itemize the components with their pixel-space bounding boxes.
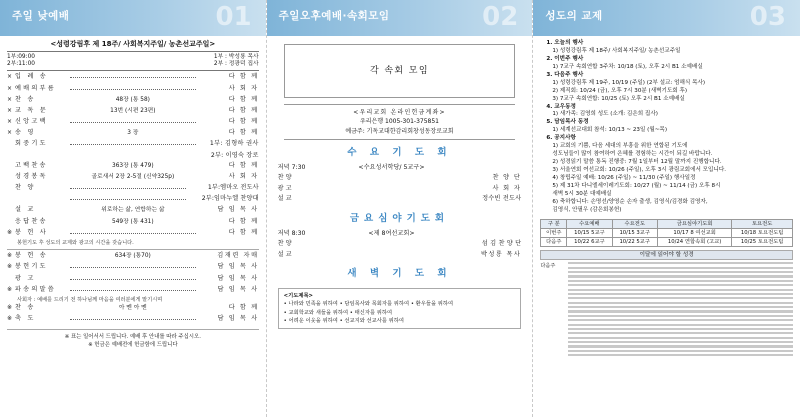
announcement-item: 김영식, 안필우 (감은회봉헌) bbox=[552, 206, 622, 213]
order-leader: 다 함 께 bbox=[228, 73, 259, 81]
duty-header: 금요심야기도회 bbox=[657, 219, 732, 228]
meeting-box bbox=[284, 44, 516, 98]
order-detail: 549장 (통 431) bbox=[112, 218, 154, 225]
order-detail: 48장 (통 58) bbox=[115, 96, 150, 103]
service-label: 찬 양 bbox=[277, 240, 292, 248]
order-row bbox=[7, 107, 259, 118]
order-leader: 담 임 목 사 bbox=[217, 285, 259, 293]
bible-text-line bbox=[568, 337, 793, 339]
order-dots bbox=[70, 279, 196, 280]
service-label: 설 교 bbox=[277, 250, 292, 258]
order-row-prayer bbox=[7, 140, 259, 151]
service-row bbox=[274, 195, 526, 206]
order-mark: ※ bbox=[7, 315, 13, 323]
order-row bbox=[7, 195, 259, 206]
footer-line: ※ 표는 일어서서 드립니다. 예배 후 안내를 따라 주십시오. bbox=[64, 333, 201, 340]
service-label: 광 고 bbox=[277, 184, 292, 192]
order-mark: ※ bbox=[7, 263, 13, 271]
announcement-item: 2) 제직회: 10/24 (금), 오후 7시 30분 (새벽기도회 후) bbox=[552, 87, 688, 94]
order-row bbox=[7, 118, 259, 129]
order-label: 송 영 bbox=[15, 129, 36, 137]
order-mark: ※ bbox=[7, 285, 13, 293]
service-row bbox=[274, 230, 526, 241]
duty-cell: 10/22 6교구 bbox=[567, 237, 612, 246]
announcement-item: 1) 성령강림후 제 18주/ 사회복지주일/ 농촌선교주일 bbox=[552, 47, 681, 54]
service-leader: 사 회 자 bbox=[492, 184, 522, 192]
duty-cell: 이번주 bbox=[541, 228, 567, 237]
order-leader: 다 함 께 bbox=[228, 217, 259, 225]
service-label: 저녁 7:30 bbox=[277, 163, 306, 171]
bible-text-line bbox=[568, 302, 793, 304]
leader-2: 2부 : 정광덕 집사 bbox=[213, 60, 259, 67]
order-row bbox=[7, 73, 259, 84]
order-label: 봉헌기도 bbox=[15, 263, 48, 271]
order-leader: 담 임 목 사 bbox=[217, 206, 259, 214]
order-leader: 다 함 께 bbox=[228, 129, 259, 137]
bible-text-line bbox=[568, 306, 793, 308]
panel-fellowship bbox=[533, 0, 800, 417]
duty-cell: 10/17 8 여선교회 bbox=[657, 228, 732, 237]
order-leader: 다 함 께 bbox=[228, 228, 259, 236]
order-label: 성경봉독 bbox=[15, 172, 48, 180]
panel-afternoon bbox=[267, 0, 534, 417]
order-row bbox=[7, 184, 259, 195]
duty-row bbox=[541, 228, 793, 237]
service-times bbox=[7, 54, 259, 67]
bible-text-line bbox=[568, 310, 793, 312]
bible-text-line bbox=[568, 328, 793, 330]
divider bbox=[7, 329, 259, 330]
announcement-heading: 4. 교우동정 bbox=[546, 103, 576, 110]
order-leader: 사 회 자 bbox=[228, 84, 259, 92]
friday-order bbox=[274, 230, 526, 262]
order-dots bbox=[70, 77, 196, 78]
bible-text-line bbox=[568, 271, 793, 273]
order-mark: × bbox=[7, 106, 13, 114]
service-leader: 정수빈 전도사 bbox=[482, 195, 522, 203]
time-2: 2부:11:00 bbox=[7, 60, 35, 67]
order-leader: 사 회 자 bbox=[228, 172, 259, 180]
order-row bbox=[7, 85, 259, 96]
announcement-heading: 5. 담임목사 동정 bbox=[546, 119, 589, 126]
order-dots bbox=[70, 188, 186, 189]
bible-text-line bbox=[568, 319, 793, 321]
banner-number: 02 bbox=[482, 2, 519, 32]
order-mark: × bbox=[7, 129, 13, 137]
prayer-head: <기도제목> bbox=[283, 293, 314, 300]
prayer-topics bbox=[278, 288, 522, 329]
order-label: 신앙고백 bbox=[15, 118, 48, 126]
order-label: 회중기도 bbox=[15, 140, 48, 148]
order-group-3 bbox=[7, 252, 259, 297]
duty-header: 수요예배 bbox=[567, 219, 612, 228]
bible-text-line bbox=[568, 275, 793, 277]
section-friday: 금요심야기도회 bbox=[349, 212, 450, 224]
order-row bbox=[7, 263, 259, 274]
duty-header: 구 분 bbox=[541, 219, 567, 228]
wednesday-order bbox=[274, 164, 526, 206]
duty-cell: 10/25 토요전도팀 bbox=[732, 237, 793, 246]
order-leader: 담 임 목 사 bbox=[217, 263, 259, 271]
prayer-line: • 나라와 민족을 위하여 • 담임목사와 목회자를 위하여 • 환우들을 위하여 bbox=[283, 301, 454, 308]
bible-text-line bbox=[568, 354, 793, 356]
banner-number: 03 bbox=[749, 2, 786, 32]
order-label: 고백찬송 bbox=[15, 161, 48, 169]
announcement-item: 새벽 5시 30분 대예배실 bbox=[552, 190, 612, 197]
duty-header: 수요전도 bbox=[612, 219, 657, 228]
bible-text-line bbox=[568, 289, 793, 291]
announcement-item: 1) 새가족: 김영희 성도 (소개: 김은희 집사) bbox=[552, 111, 658, 118]
order-mark: × bbox=[7, 73, 13, 81]
divider bbox=[7, 51, 259, 52]
service-row bbox=[274, 251, 526, 262]
order-detail: 3 장 bbox=[127, 130, 139, 137]
order-detail: 13번 (시편 23편) bbox=[110, 107, 156, 114]
order-row bbox=[7, 229, 259, 240]
announcement-heading: 3. 다음주 행사 bbox=[546, 71, 584, 78]
order-detail: 아 멘 아 멘 bbox=[118, 305, 147, 312]
order-mark: ※ bbox=[7, 304, 13, 312]
order-leader: 김재련 자매 bbox=[217, 252, 259, 260]
footer-note bbox=[7, 333, 259, 349]
order-row bbox=[7, 286, 259, 297]
online-account: 우리은행 1005-301-375851 bbox=[359, 118, 440, 126]
divider bbox=[7, 249, 259, 250]
announcement-heading: 1. 오늘의 행사 bbox=[546, 40, 584, 46]
announcement-item: 성도님들이 많이 참여하여 은혜를 경험하는 시간이 되길 바랍니다. bbox=[552, 151, 713, 158]
bible-reading-bar: 이달에 읽어야 할 성경 bbox=[540, 250, 793, 260]
announcement-heading: 6. 공지사항 bbox=[546, 135, 576, 142]
announcement-item: 3) 서울연회 여선교회: 10/26 (주일), 오후 3시 광림교회에서 모입니다. bbox=[552, 167, 727, 173]
online-offering bbox=[284, 104, 516, 140]
announcement-heading: 2. 이번주 행사 bbox=[546, 55, 584, 62]
duty-row bbox=[541, 237, 793, 246]
section-wednesday: 수 요 기 도 회 bbox=[347, 146, 452, 158]
divider bbox=[7, 70, 259, 71]
bible-label: 다음주 bbox=[540, 263, 556, 270]
order-dots bbox=[70, 199, 186, 200]
order-row bbox=[7, 315, 259, 326]
order-note: 사회자 : 예배를 드리기 전 하나님께 마음을 여러분에게 맡기시며 bbox=[17, 297, 163, 304]
announcement-item: 6) 축하합니다: 손명선/양영순 손자 출생, 김영식/김경화 김영자, bbox=[552, 198, 708, 205]
order-row bbox=[7, 275, 259, 286]
online-title: <우리교회 온라인헌금계좌> bbox=[353, 109, 446, 116]
order-label: 찬 양 bbox=[15, 184, 36, 192]
bible-text-line bbox=[568, 267, 793, 269]
order-label: 설 교 bbox=[15, 206, 36, 214]
bible-text-line bbox=[568, 297, 793, 299]
service-leader: 섬 김 찬 양 단 bbox=[481, 240, 522, 248]
duty-cell: 10/15 5교구 bbox=[567, 228, 612, 237]
order-leader: 담 임 목 사 bbox=[217, 274, 259, 282]
order-label: 교 독 문 bbox=[15, 106, 48, 114]
order-row-prayer-2 bbox=[7, 152, 259, 162]
order-leader: 다 함 께 bbox=[228, 118, 259, 126]
order-dots bbox=[70, 319, 196, 320]
order-leader: 다 함 께 bbox=[228, 95, 259, 103]
bible-text-block bbox=[568, 262, 793, 356]
bible-text-line bbox=[568, 280, 793, 282]
announcement-item: 3) 7교구 속회연합: 10/25 (토) 오후 2시 B1 소예배실 bbox=[552, 95, 685, 102]
order-row bbox=[7, 252, 259, 263]
order-detail: 위로하는 삶, 연합하는 삶 bbox=[101, 207, 165, 214]
order-row bbox=[7, 206, 259, 217]
order-mark: × bbox=[7, 118, 13, 126]
order-row bbox=[7, 304, 259, 315]
order-note: 봉헌기도 후 성도의 교제와 광고의 시간을 갖습니다. bbox=[17, 239, 134, 246]
order-detail: 363장 (통 479) bbox=[112, 162, 154, 169]
order-dots bbox=[70, 122, 196, 123]
order-mark: ※ bbox=[7, 228, 13, 236]
bible-text-line bbox=[568, 332, 793, 334]
order-leader: 2부: 이영숙 장로 bbox=[210, 151, 259, 159]
service-label: 저녁 8:30 bbox=[277, 229, 306, 237]
order-mark: ※ bbox=[7, 252, 13, 260]
bible-text-line bbox=[568, 350, 793, 352]
order-row bbox=[7, 162, 259, 173]
order-row bbox=[7, 129, 259, 140]
banner-afternoon bbox=[267, 0, 533, 36]
meeting-label: 각 속회 모임 bbox=[369, 65, 429, 76]
order-label: 축 도 bbox=[15, 315, 36, 323]
order-row bbox=[7, 218, 259, 229]
order-leader: 2부:임마누엘 찬양대 bbox=[201, 195, 259, 203]
service-leader: 찬 양 단 bbox=[492, 174, 522, 182]
order-mark: × bbox=[7, 95, 13, 103]
order-label: 파송의말씀 bbox=[15, 285, 56, 293]
order-group-4 bbox=[7, 304, 259, 326]
duty-cell: 10/15 3교구 bbox=[612, 228, 657, 237]
bible-text-line bbox=[568, 324, 793, 326]
order-leader: 1부:엠마오 전도사 bbox=[207, 184, 259, 192]
service-detail: <제 8여선교회> bbox=[368, 229, 415, 237]
worship-title: <성령강림후 제 18주/ 사회복지주일/ 농촌선교주일> bbox=[50, 40, 216, 48]
banner-title: 주일오후예배·속회모임 bbox=[278, 10, 390, 22]
announcement-item: 1) 세계선교대회 참석: 10/13 ~ 23일 (월~목) bbox=[552, 127, 668, 134]
announcement-item: 1) 성령강림후 제 19주, 10/19 (주일) (2부 설교: 엄해식 목사) bbox=[552, 79, 706, 86]
order-leader: 1부: 김형하 권사 bbox=[209, 140, 259, 148]
duty-cell: 10/18 토요전도팀 bbox=[732, 228, 793, 237]
duty-cell: 10/22 5교구 bbox=[612, 237, 657, 246]
bible-text-line bbox=[568, 315, 793, 317]
order-label: 예배의부름 bbox=[15, 84, 56, 92]
prayer-line: • 어려운 이웃을 위하여 • 선교지와 선교사를 위하여 bbox=[283, 317, 405, 324]
order-label: 찬 송 bbox=[15, 95, 36, 103]
panel-worship bbox=[0, 0, 267, 417]
bible-text-line bbox=[568, 345, 793, 347]
duty-header: 토요전도 bbox=[732, 219, 793, 228]
order-dots bbox=[70, 233, 196, 234]
order-label: 응답찬송 bbox=[15, 217, 48, 225]
duty-cell: 10/24 연합속회 (고교) bbox=[657, 237, 732, 246]
service-detail: <수요성서학당/ 5교구> bbox=[358, 163, 425, 171]
announcement-item: 2) 성경읽기 말씀 통독 진행중: 7월 1일부터 12월 말까지 진행합니다. bbox=[552, 159, 722, 166]
order-label: 광 고 bbox=[15, 274, 36, 282]
service-row bbox=[274, 240, 526, 251]
order-group-1 bbox=[7, 73, 259, 140]
announcement-item: 1) 교회의 기쁨, 다음 세대의 부흥을 위한 연합된 기도에 bbox=[552, 143, 688, 150]
order-leader: 담 임 목 사 bbox=[217, 315, 259, 323]
order-leader: 다 함 께 bbox=[228, 161, 259, 169]
bible-reading bbox=[540, 262, 793, 356]
service-label: 설 교 bbox=[277, 195, 292, 203]
service-row bbox=[274, 164, 526, 175]
order-mark: × bbox=[7, 84, 13, 92]
bible-text-line bbox=[568, 262, 793, 264]
order-row bbox=[7, 96, 259, 107]
order-detail: 골로새서 2장 2-5절 (신약325p) bbox=[91, 173, 175, 180]
order-dots bbox=[70, 267, 196, 268]
order-label: 봉 헌 사 bbox=[15, 228, 48, 236]
order-detail: 634장 (통70) bbox=[114, 253, 151, 260]
order-leader: 다 함 께 bbox=[228, 304, 259, 312]
prayer-line: • 교회학교와 새들을 위하여 • 태신자를 위하여 bbox=[283, 309, 393, 316]
order-dots bbox=[70, 290, 196, 291]
service-row bbox=[274, 185, 526, 196]
duty-table bbox=[540, 219, 793, 247]
bible-text-line bbox=[568, 284, 793, 286]
online-holder: 예금주: 기독교대한감리회창성동장로교회 bbox=[345, 127, 454, 135]
announcement-item: 1) 7교구 속회연합 3주차: 10/18 (토), 오후 2시 B1 소예배실 bbox=[552, 63, 703, 70]
duty-cell: 다음주 bbox=[541, 237, 567, 246]
bible-text-line bbox=[568, 293, 793, 295]
banner-fellowship bbox=[533, 0, 800, 36]
order-leader: 다 함 께 bbox=[228, 106, 259, 114]
announcement-item: 5) 제 31차 다니엘세이레기도회: 10/27 (월) ~ 11/14 (금) 오후 8시 bbox=[552, 182, 721, 189]
order-dots bbox=[70, 89, 196, 90]
banner-title: 성도의 교제 bbox=[545, 10, 603, 22]
announcements bbox=[540, 40, 793, 215]
banner-title: 주일 낮예배 bbox=[12, 10, 70, 22]
order-group-2 bbox=[7, 162, 259, 240]
footer-line: ※ 헌금은 예배전에 헌금함에 드립니다 bbox=[88, 341, 178, 348]
announcement-item: 4) 창립주일 예배: 10/26 (주일) ~ 11/30 (주일) 행사일정 bbox=[552, 174, 696, 181]
banner-worship bbox=[0, 0, 266, 36]
service-leader: 박성룡 목사 bbox=[481, 250, 522, 258]
order-label: 봉 헌 송 bbox=[15, 252, 48, 260]
leader-1: 1부 : 박성룡 목사 bbox=[213, 54, 259, 61]
section-dawn: 새 벽 기 도 회 bbox=[347, 268, 452, 280]
order-row bbox=[7, 173, 259, 184]
order-label: 입 례 송 bbox=[15, 73, 48, 81]
service-row bbox=[274, 174, 526, 185]
time-1: 1부:09:00 bbox=[7, 54, 35, 61]
service-label: 찬 양 bbox=[277, 174, 292, 182]
order-label: 찬 송 bbox=[15, 304, 36, 312]
bible-text-line bbox=[568, 341, 793, 343]
banner-number: 01 bbox=[215, 2, 252, 32]
